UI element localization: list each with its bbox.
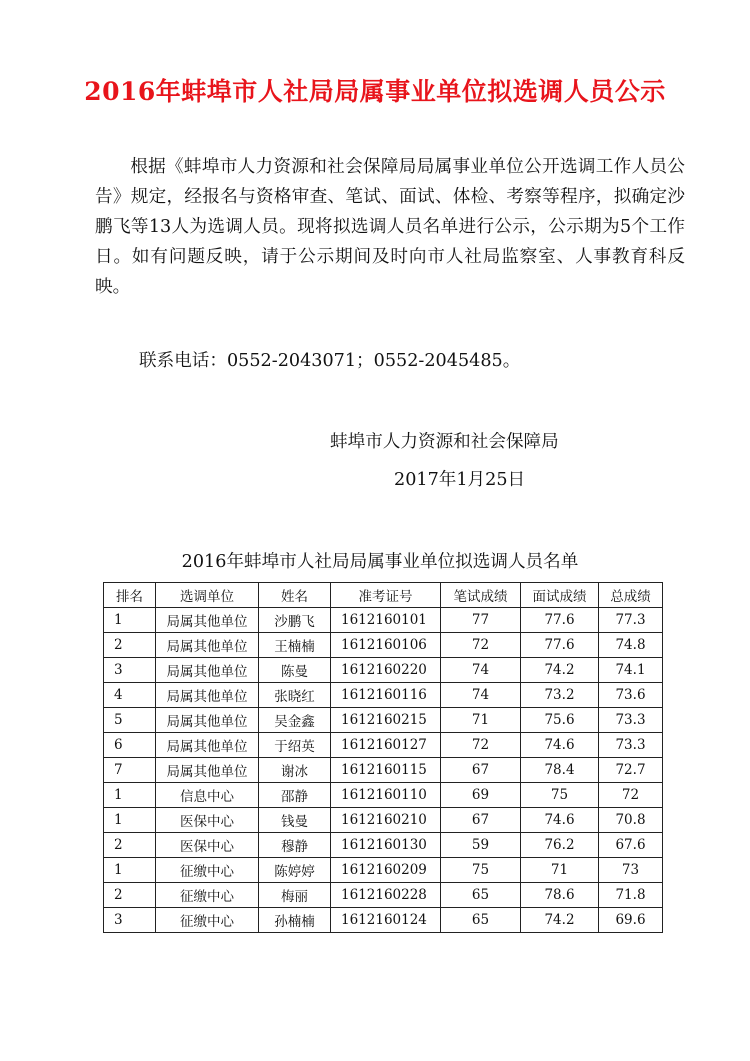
cell-written-score: 59: [441, 833, 521, 858]
cell-rank: 3: [104, 908, 156, 933]
cell-unit: 局属其他单位: [156, 633, 259, 658]
cell-written-score: 69: [441, 783, 521, 808]
cell-interview-score: 73.2: [521, 683, 599, 708]
cell-interview-score: 74.6: [521, 733, 599, 758]
cell-total-score: 67.6: [599, 833, 663, 858]
cell-written-score: 74: [441, 683, 521, 708]
cell-written-score: 72: [441, 633, 521, 658]
cell-rank: 2: [104, 833, 156, 858]
cell-total-score: 73.3: [599, 733, 663, 758]
cell-rank: 5: [104, 708, 156, 733]
cell-exam-id: 1612160127: [331, 733, 441, 758]
cell-total-score: 71.8: [599, 883, 663, 908]
cell-exam-id: 1612160106: [331, 633, 441, 658]
cell-name: 钱曼: [259, 808, 331, 833]
column-header-exam-id: 准考证号: [331, 583, 441, 608]
cell-total-score: 69.6: [599, 908, 663, 933]
cell-rank: 1: [104, 783, 156, 808]
cell-rank: 1: [104, 858, 156, 883]
cell-rank: 4: [104, 683, 156, 708]
column-header-rank: 排名: [104, 583, 156, 608]
cell-unit: 医保中心: [156, 833, 259, 858]
cell-rank: 2: [104, 633, 156, 658]
cell-exam-id: 1612160124: [331, 908, 441, 933]
cell-written-score: 71: [441, 708, 521, 733]
cell-rank: 6: [104, 733, 156, 758]
table-row: [104, 858, 663, 883]
table-header-row: [104, 583, 663, 608]
table-row: [104, 883, 663, 908]
cell-exam-id: 1612160220: [331, 658, 441, 683]
cell-interview-score: 75.6: [521, 708, 599, 733]
cell-total-score: 73.3: [599, 708, 663, 733]
cell-interview-score: 75: [521, 783, 599, 808]
cell-total-score: 74.1: [599, 658, 663, 683]
cell-written-score: 65: [441, 883, 521, 908]
cell-total-score: 70.8: [599, 808, 663, 833]
cell-name: 王楠楠: [259, 633, 331, 658]
cell-name: 孙楠楠: [259, 908, 331, 933]
cell-interview-score: 77.6: [521, 608, 599, 633]
cell-exam-id: 1612160115: [331, 758, 441, 783]
cell-unit: 局属其他单位: [156, 658, 259, 683]
cell-interview-score: 74.2: [521, 658, 599, 683]
cell-written-score: 75: [441, 858, 521, 883]
cell-unit: 局属其他单位: [156, 758, 259, 783]
candidate-table: [103, 582, 663, 933]
cell-name: 穆静: [259, 833, 331, 858]
cell-written-score: 72: [441, 733, 521, 758]
cell-total-score: 73: [599, 858, 663, 883]
cell-rank: 2: [104, 883, 156, 908]
cell-unit: 局属其他单位: [156, 733, 259, 758]
column-header-written-score: 笔试成绩: [441, 583, 521, 608]
cell-name: 陈婷婷: [259, 858, 331, 883]
cell-exam-id: 1612160101: [331, 608, 441, 633]
table-title: 2016年蚌埠市人社局局属事业单位拟选调人员名单: [181, 552, 579, 572]
cell-exam-id: 1612160110: [331, 783, 441, 808]
cell-unit: 局属其他单位: [156, 683, 259, 708]
cell-interview-score: 76.2: [521, 833, 599, 858]
cell-written-score: 74: [441, 658, 521, 683]
notice-paragraph: 根据《蚌埠市人力资源和社会保障局局属事业单位公开选调工作人员公告》规定，经报名与资格审查、笔试、面试、体检、考察等程序，拟确定沙鹏飞等13人为选调人员。现将拟选调人员名单进行公示，公示期为5个工作日。如有问题反映，请于公示期间及时向市人社局监察室、人事教育科反映。: [95, 157, 685, 297]
table-row: [104, 658, 663, 683]
table-row: [104, 683, 663, 708]
cell-total-score: 72: [599, 783, 663, 808]
issue-date: 2017年1月25日: [394, 470, 526, 490]
cell-total-score: 73.6: [599, 683, 663, 708]
cell-rank: 7: [104, 758, 156, 783]
cell-name: 吴金鑫: [259, 708, 331, 733]
column-header-unit: 选调单位: [156, 583, 259, 608]
cell-total-score: 72.7: [599, 758, 663, 783]
table-row: [104, 708, 663, 733]
cell-rank: 1: [104, 608, 156, 633]
cell-exam-id: 1612160228: [331, 883, 441, 908]
cell-unit: 信息中心: [156, 783, 259, 808]
cell-name: 张晓红: [259, 683, 331, 708]
cell-unit: 征缴中心: [156, 883, 259, 908]
cell-name: 陈曼: [259, 658, 331, 683]
cell-written-score: 65: [441, 908, 521, 933]
cell-written-score: 77: [441, 608, 521, 633]
column-header-interview-score: 面试成绩: [521, 583, 599, 608]
table-row: [104, 633, 663, 658]
cell-interview-score: 74.2: [521, 908, 599, 933]
cell-interview-score: 74.6: [521, 808, 599, 833]
table-row: [104, 758, 663, 783]
cell-name: 梅丽: [259, 883, 331, 908]
cell-written-score: 67: [441, 758, 521, 783]
document-title: 2016年蚌埠市人社局局属事业单位拟选调人员公示: [84, 77, 666, 106]
table-row: [104, 908, 663, 933]
cell-interview-score: 71: [521, 858, 599, 883]
cell-exam-id: 1612160130: [331, 833, 441, 858]
cell-exam-id: 1612160209: [331, 858, 441, 883]
cell-exam-id: 1612160116: [331, 683, 441, 708]
cell-name: 邵静: [259, 783, 331, 808]
cell-rank: 3: [104, 658, 156, 683]
column-header-total-score: 总成绩: [599, 583, 663, 608]
table-row: [104, 808, 663, 833]
cell-total-score: 77.3: [599, 608, 663, 633]
cell-unit: 医保中心: [156, 808, 259, 833]
cell-exam-id: 1612160215: [331, 708, 441, 733]
contact-line: 联系电话：0552-2043071；0552-2045485。: [139, 351, 521, 371]
issuer-signature: 蚌埠市人力资源和社会保障局: [330, 432, 559, 452]
cell-interview-score: 78.6: [521, 883, 599, 908]
cell-name: 于绍英: [259, 733, 331, 758]
table-row: [104, 733, 663, 758]
cell-unit: 局属其他单位: [156, 708, 259, 733]
cell-interview-score: 77.6: [521, 633, 599, 658]
cell-unit: 征缴中心: [156, 908, 259, 933]
cell-rank: 1: [104, 808, 156, 833]
column-header-name: 姓名: [259, 583, 331, 608]
cell-written-score: 67: [441, 808, 521, 833]
cell-unit: 局属其他单位: [156, 608, 259, 633]
table-row: [104, 783, 663, 808]
cell-interview-score: 78.4: [521, 758, 599, 783]
table-row: [104, 608, 663, 633]
cell-total-score: 74.8: [599, 633, 663, 658]
cell-name: 谢冰: [259, 758, 331, 783]
table-row: [104, 833, 663, 858]
cell-unit: 征缴中心: [156, 858, 259, 883]
cell-name: 沙鹏飞: [259, 608, 331, 633]
cell-exam-id: 1612160210: [331, 808, 441, 833]
